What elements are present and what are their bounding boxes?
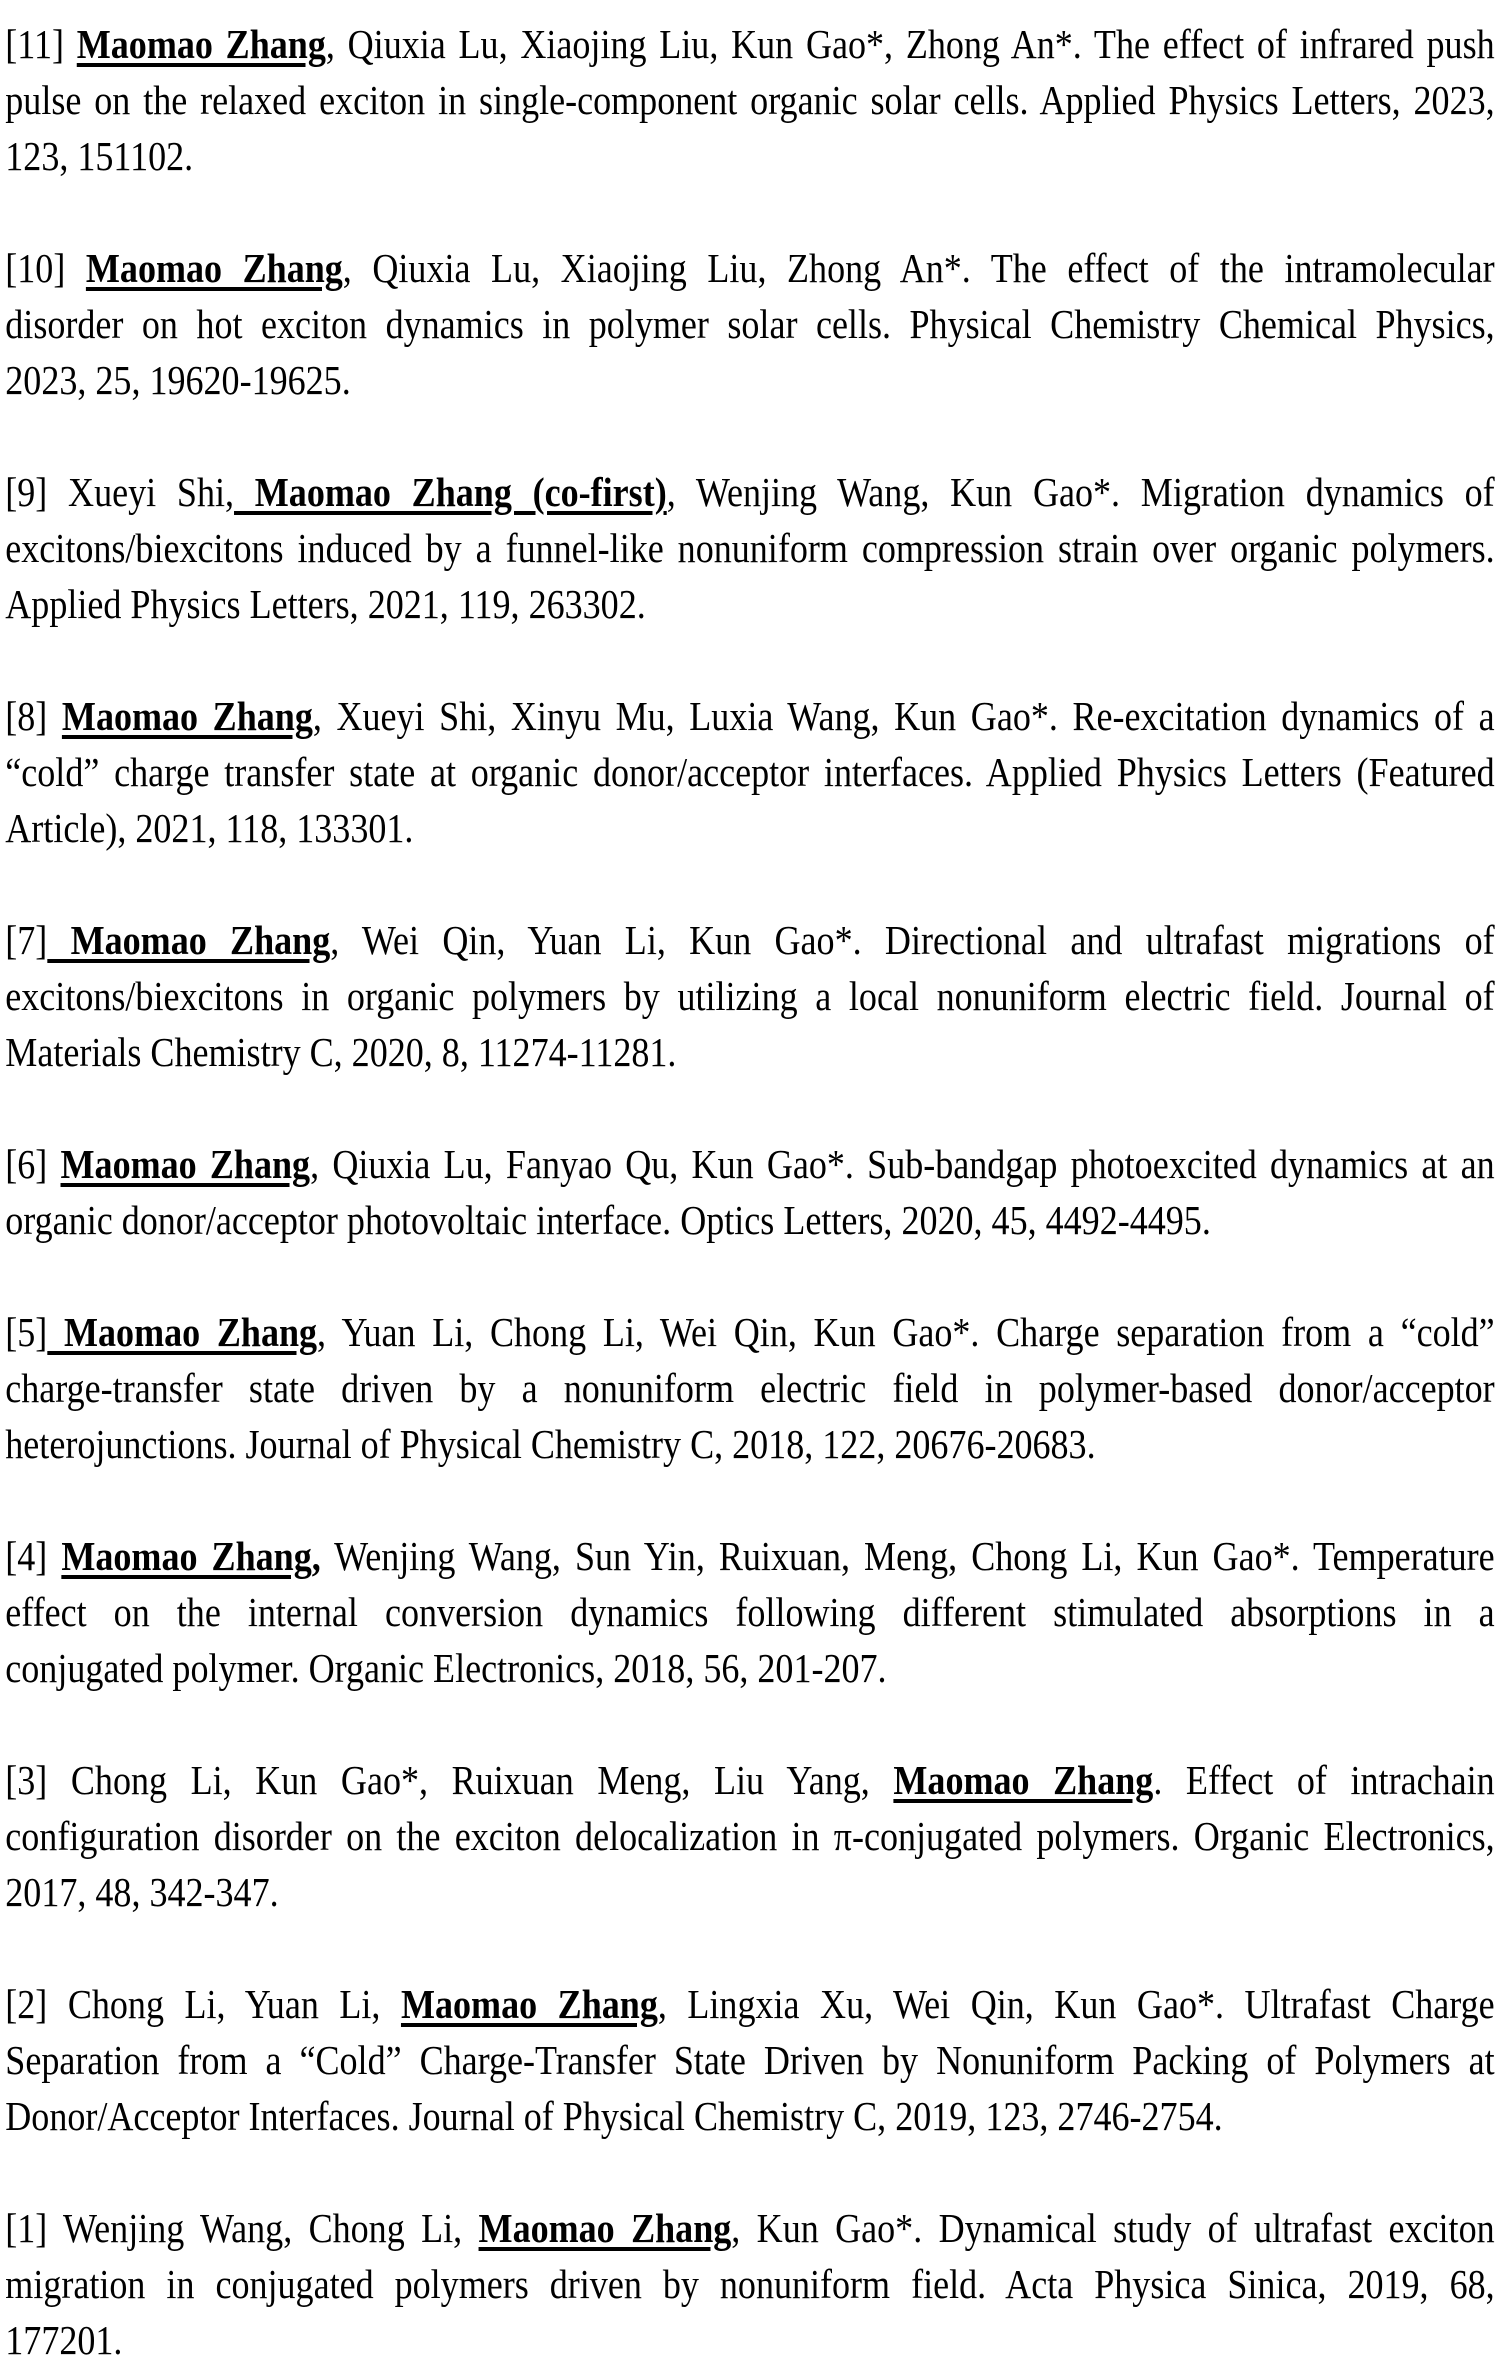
reference-line — [5, 2256, 1494, 2312]
reference-text: disorder on hot exciton dynamics in polymer solar cells. Physical Chemistry Chemical Physics, — [5, 301, 1495, 347]
reference-line — [5, 128, 1494, 184]
reference-line — [5, 1024, 1494, 1080]
reference-text: 177201. — [5, 2317, 123, 2363]
reference-line — [5, 464, 1494, 520]
reference-line — [5, 72, 1494, 128]
reference-text: [1] Wenjing Wang, Chong Li, — [5, 2205, 479, 2251]
reference-text: , Lingxia Xu, Wei Qin, Kun Gao*. Ultrafast Charge — [657, 1981, 1495, 2027]
reference-text: , Qiuxia Lu, Fanyao Qu, Kun Gao*. Sub-bandgap photoexcited dynamics at an — [310, 1141, 1495, 1187]
reference-text: [2] Chong Li, Yuan Li, — [5, 1981, 401, 2027]
reference-text: [7] — [5, 917, 48, 963]
reference-line — [5, 520, 1494, 576]
reference-line — [5, 2088, 1494, 2144]
reference-item-2 — [5, 1976, 1494, 2144]
reference-line — [5, 1304, 1494, 1360]
reference-text: , Wei Qin, Yuan Li, Kun Gao*. Directional and ultrafast migrations of — [330, 917, 1495, 963]
reference-line — [5, 688, 1494, 744]
reference-item-3 — [5, 1752, 1494, 1920]
reference-text: [3] Chong Li, Kun Gao*, Ruixuan Meng, Liu Yang, — [5, 1757, 894, 1803]
reference-line — [5, 576, 1494, 632]
reference-text: [10] — [5, 245, 86, 291]
reference-text: , Qiuxia Lu, Xiaojing Liu, Zhong An*. The effect of the intramolecular — [342, 245, 1495, 291]
reference-text: effect on the internal conversion dynamics following different stimulated absorptions in a — [5, 1589, 1495, 1635]
reference-item-6 — [5, 1136, 1494, 1248]
reference-text: “cold” charge transfer state at organic donor/acceptor interfaces. Applied Physics Letters (Featured — [5, 749, 1495, 795]
reference-item-7 — [5, 912, 1494, 1080]
reference-text: Separation from a “Cold” Charge-Transfer State Driven by Nonuniform Packing of Polymers at — [5, 2037, 1495, 2083]
author-highlight: Maomao Zhang — [47, 917, 331, 963]
reference-line — [5, 968, 1494, 1024]
reference-line — [5, 2312, 1494, 2368]
reference-text: excitons/biexcitons induced by a funnel-like nonuniform compression strain over organic polymers. — [5, 525, 1495, 571]
reference-text: , Kun Gao*. Dynamical study of ultrafast exciton — [731, 2205, 1495, 2251]
reference-text: , Xueyi Shi, Xinyu Mu, Luxia Wang, Kun Gao*. Re-excitation dynamics of a — [312, 693, 1495, 739]
reference-line — [5, 1528, 1494, 1584]
reference-text: Article), 2021, 118, 133301. — [5, 805, 414, 851]
author-highlight: Maomao Zhang — [85, 245, 343, 291]
reference-line — [5, 352, 1494, 408]
reference-text: [11] — [5, 21, 77, 67]
reference-line — [5, 1752, 1494, 1808]
reference-text: heterojunctions. Journal of Physical Chemistry C, 2018, 122, 20676-20683. — [5, 1421, 1096, 1467]
reference-line — [5, 1416, 1494, 1472]
reference-line — [5, 240, 1494, 296]
reference-text: [9] Xueyi Shi, — [5, 469, 235, 515]
reference-text: 123, 151102. — [5, 133, 194, 179]
reference-line — [5, 1360, 1494, 1416]
reference-item-11 — [5, 16, 1494, 184]
reference-text: Wenjing Wang, Sun Yin, Ruixuan, Meng, Chong Li, Kun Gao*. Temperature — [320, 1533, 1495, 1579]
reference-text: , — [311, 1533, 321, 1579]
reference-line — [5, 1136, 1494, 1192]
author-highlight: Maomao Zhang (co-first) — [234, 469, 667, 515]
publication-list — [5, 16, 1494, 2368]
reference-text: [8] — [5, 693, 62, 739]
reference-line — [5, 912, 1494, 968]
reference-text: Donor/Acceptor Interfaces. Journal of Physical Chemistry C, 2019, 123, 2746-2754. — [5, 2093, 1223, 2139]
reference-line — [5, 800, 1494, 856]
reference-text: , Yuan Li, Chong Li, Wei Qin, Kun Gao*. Charge separation from a “cold” — [317, 1309, 1495, 1355]
reference-item-4 — [5, 1528, 1494, 1696]
reference-text: , Wenjing Wang, Kun Gao*. Migration dynamics of — [666, 469, 1495, 515]
reference-item-9 — [5, 464, 1494, 632]
reference-text: charge-transfer state driven by a nonuniform electric field in polymer-based donor/acceptor — [5, 1365, 1495, 1411]
reference-text: conjugated polymer. Organic Electronics, 2018, 56, 201-207. — [5, 1645, 887, 1691]
reference-text: [6] — [5, 1141, 61, 1187]
author-highlight: Maomao Zhang — [60, 1141, 311, 1187]
author-highlight: Maomao Zhang — [893, 1757, 1154, 1803]
reference-text: 2017, 48, 342-347. — [5, 1869, 279, 1915]
reference-line — [5, 1192, 1494, 1248]
author-highlight: Maomao Zhang — [61, 1533, 312, 1579]
reference-line — [5, 2200, 1494, 2256]
reference-line — [5, 2032, 1494, 2088]
reference-text: configuration disorder on the exciton delocalization in π-conjugated polymers. Organic Electronics, — [5, 1813, 1495, 1859]
reference-line — [5, 296, 1494, 352]
reference-item-10 — [5, 240, 1494, 408]
reference-text: . Effect of intrachain — [1153, 1757, 1495, 1803]
reference-item-5 — [5, 1304, 1494, 1472]
reference-text: pulse on the relaxed exciton in single-component organic solar cells. Applied Physics Letters, 2023, — [5, 77, 1495, 123]
reference-text: organic donor/acceptor photovoltaic interface. Optics Letters, 2020, 45, 4492-4495. — [5, 1197, 1211, 1243]
reference-line — [5, 1640, 1494, 1696]
reference-text: 2023, 25, 19620-19625. — [5, 357, 351, 403]
reference-item-1 — [5, 2200, 1494, 2368]
reference-text: [5] — [5, 1309, 48, 1355]
author-highlight: Maomao Zhang — [61, 693, 313, 739]
reference-line — [5, 1808, 1494, 1864]
reference-line — [5, 1584, 1494, 1640]
reference-line — [5, 16, 1494, 72]
reference-item-8 — [5, 688, 1494, 856]
author-highlight: Maomao Zhang — [47, 1309, 318, 1355]
reference-text: Applied Physics Letters, 2021, 119, 263302. — [5, 581, 646, 627]
reference-line — [5, 1864, 1494, 1920]
author-highlight: Maomao Zhang — [76, 21, 326, 67]
reference-text: [4] — [5, 1533, 62, 1579]
reference-line — [5, 744, 1494, 800]
reference-text: Materials Chemistry C, 2020, 8, 11274-11281. — [5, 1029, 677, 1075]
reference-text: migration in conjugated polymers driven by nonuniform field. Acta Physica Sinica, 2019, 68, — [5, 2261, 1495, 2307]
author-highlight: Maomao Zhang — [400, 1981, 658, 2027]
reference-text: , Qiuxia Lu, Xiaojing Liu, Kun Gao*, Zhong An*. The effect of infrared push — [325, 21, 1495, 67]
reference-line — [5, 1976, 1494, 2032]
author-highlight: Maomao Zhang — [478, 2205, 732, 2251]
reference-text: excitons/biexcitons in organic polymers by utilizing a local nonuniform electric field. Journal of — [5, 973, 1495, 1019]
